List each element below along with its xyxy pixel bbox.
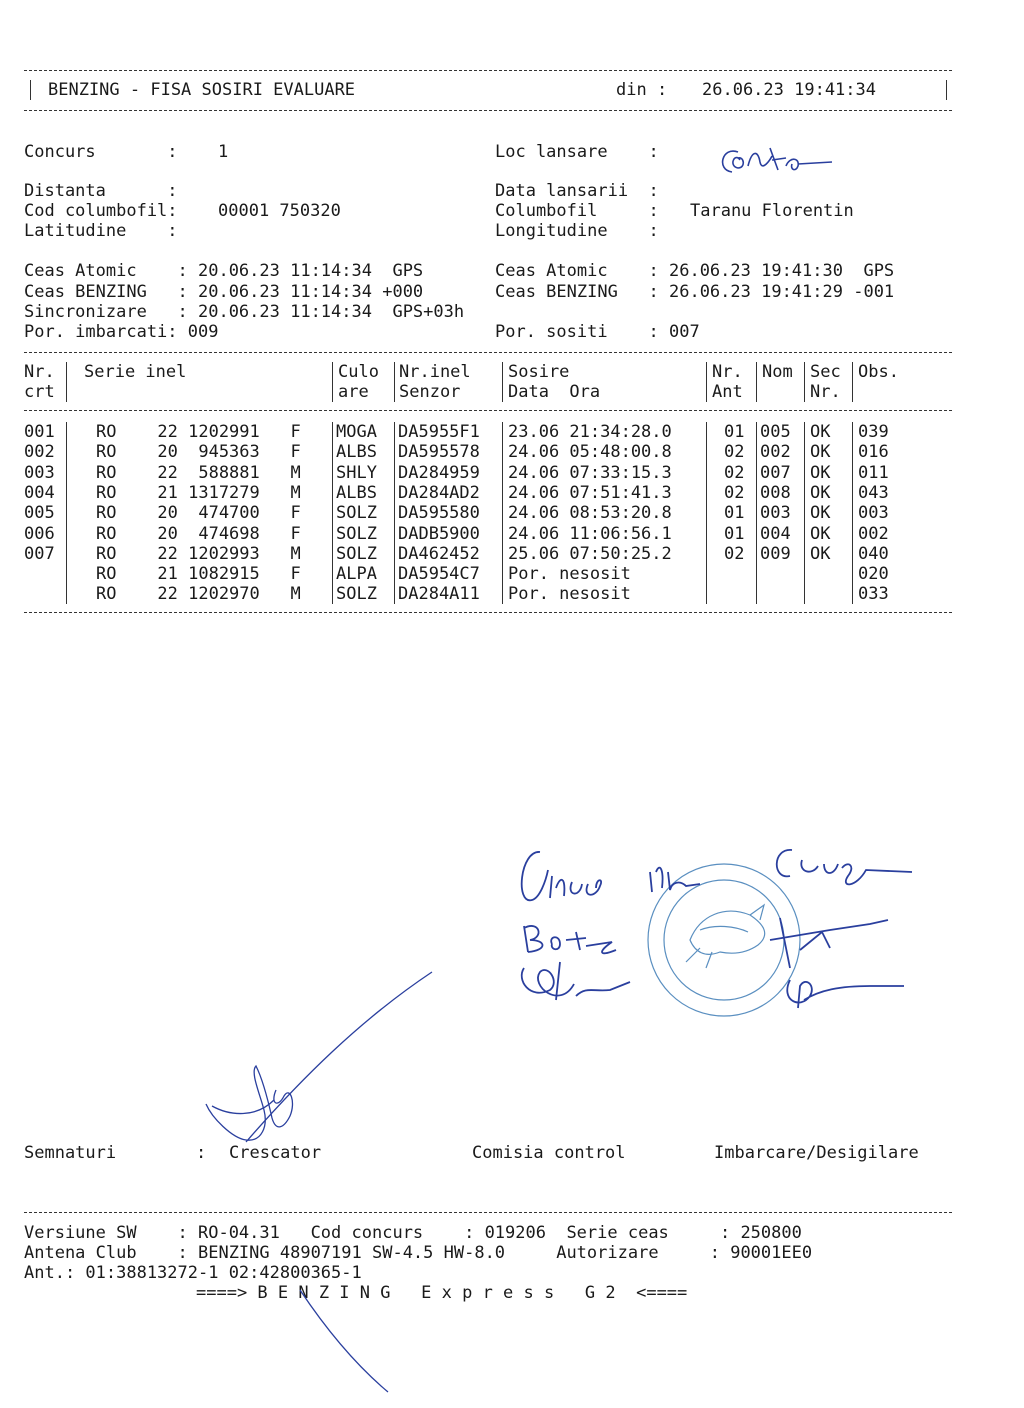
col-nr-inel-1: Nr.inel [399,362,471,382]
cell-sec-nr: OK [810,503,831,524]
cell-nr-inel: DA595578 [398,442,480,463]
cell-culoare: ALBS [336,482,377,503]
comisia-control-label: Comisia control [472,1143,626,1163]
ceas-benzing-end: Ceas BENZING : 26.06.23 19:41:29 -001 [495,282,895,302]
cod-columbofil-value: 00001 750320 [218,201,341,221]
cell-nr-inel: DA5954C7 [398,564,480,585]
col-nr-inel-2: Senzor [399,382,461,402]
cell-nr-ant: 01 [724,503,745,524]
semnaturi-label: Semnaturi [24,1143,117,1163]
cell-sosire: Por. nesosit [508,564,631,585]
col-sec-nr-2: Nr. [810,382,841,402]
concurs-label: Concurs : [24,142,178,162]
cod-columbofil-label: Cod columbofil: [24,201,178,221]
cell-serie-inel: RO 22 1202970 M [96,584,301,605]
cell-obs: 020 [858,564,889,585]
data-lansarii-label: Data lansarii : [495,181,659,201]
cell-nr-ant: 02 [724,442,745,463]
cell-serie-inel: RO 21 1082915 F [96,564,301,585]
columbofil-value: Taranu Florentin [690,201,854,221]
cell-serie-inel: RO 20 945363 F [96,442,301,463]
col-nr-ant-1: Nr. [712,362,743,382]
cell-obs: 033 [858,584,889,605]
columbofil-label: Columbofil : [495,201,659,221]
col-nr-crt-1: Nr. [24,362,55,382]
porumbei-imbarcati: Por. imbarcati: 009 [24,322,219,342]
footer-antena: Antena Club : BENZING 48907191 SW-4.5 HW-8.0 Autorizare : 90001EE0 [24,1243,813,1263]
ceas-atomic-end: Ceas Atomic : 26.06.23 19:41:30 GPS [495,261,895,281]
semnaturi-colon: : [196,1143,207,1163]
cell-nr-inel: DA284959 [398,462,480,483]
sincronizare: Sincronizare : 20.06.23 11:14:34 GPS+03h [24,302,465,322]
col-sosire-1: Sosire [508,362,570,382]
cell-culoare: ALBS [336,442,377,463]
cell-nr-ant: 02 [724,482,745,503]
cell-culoare: SOLZ [336,503,377,524]
cell-culoare: SOLZ [336,523,377,544]
cell-nom: 002 [760,442,791,463]
col-culoare-1: Culo [338,362,379,382]
cell-serie-inel: RO 21 1317279 M [96,482,301,503]
cell-sosire: 24.06 11:06:56.1 [508,523,672,544]
cell-nr-crt: 007 [24,543,55,564]
crescator-signature [206,972,432,1392]
commission-signatures [522,850,912,1008]
cell-nom: 007 [760,462,791,483]
cell-culoare: SHLY [336,462,377,483]
cell-nr-inel: DA595580 [398,503,480,524]
cell-sec-nr: OK [810,543,831,564]
cell-sosire: 24.06 05:48:00.8 [508,442,672,463]
cell-nr-crt: 004 [24,482,55,503]
cell-sec-nr: OK [810,442,831,463]
cell-nom: 004 [760,523,791,544]
col-sec-nr-1: Sec [810,362,841,382]
cell-culoare: SOLZ [336,584,377,605]
cell-sosire: 24.06 07:51:41.3 [508,482,672,503]
cell-nr-inel: DA284A11 [398,584,480,605]
cell-obs: 040 [858,543,889,564]
cell-obs: 016 [858,442,889,463]
col-sosire-2: Data Ora [508,382,601,402]
cell-nom: 005 [760,422,791,442]
longitudine-label: Longitudine : [495,221,659,241]
report-title: BENZING - FISA SOSIRI EVALUARE [48,80,356,100]
cell-sec-nr: OK [810,422,831,442]
crescator-label: Crescator [229,1143,322,1163]
col-nr-crt-2: crt [24,382,55,402]
latitudine-label: Latitudine : [24,221,178,241]
header-datetime: 26.06.23 19:41:34 [702,80,876,100]
footer-banner: ====> B E N Z I N G E x p r e s s G 2 <==== [196,1283,688,1303]
cell-nr-inel: DADB5900 [398,523,480,544]
cell-obs: 043 [858,482,889,503]
cell-nr-crt: 005 [24,503,55,524]
cell-nr-inel: DA284AD2 [398,482,480,503]
cell-serie-inel: RO 22 1202991 F [96,422,301,442]
imbarcare-desigilare-label: Imbarcare/Desigilare [714,1143,919,1163]
footer-versiune: Versiune SW : RO-04.31 Cod concurs : 019206 Serie ceas : 250800 [24,1223,802,1243]
cell-sec-nr: OK [810,482,831,503]
cell-sosire: 24.06 07:33:15.3 [508,462,672,483]
cell-nr-ant: 02 [724,543,745,564]
cell-nr-crt: 002 [24,442,55,463]
cell-sec-nr: OK [810,523,831,544]
header-din-label: din : [616,80,668,100]
cell-sosire: 24.06 08:53:20.8 [508,503,672,524]
loc-lansare-label: Loc lansare : [495,142,659,162]
cell-nr-crt: 006 [24,523,55,544]
cell-obs: 011 [858,462,889,483]
distanta-label: Distanta : [24,181,178,201]
col-obs: Obs. [858,362,899,382]
ceas-atomic-start: Ceas Atomic : 20.06.23 11:14:34 GPS [24,261,424,281]
cell-nr-inel: DA462452 [398,543,480,564]
cell-nr-ant: 01 [724,523,745,544]
cell-nr-ant: 02 [724,462,745,483]
cell-serie-inel: RO 22 1202993 M [96,543,301,564]
col-nr-ant-2: Ant [712,382,743,402]
cell-serie-inel: RO 20 474700 F [96,503,301,524]
col-culoare-2: are [338,382,369,402]
cell-culoare: SOLZ [336,543,377,564]
col-nom: Nom [762,362,793,382]
cell-nr-crt: 003 [24,462,55,483]
concurs-value: 1 [218,142,229,162]
cell-sosire: 23.06 21:34:28.0 [508,422,672,442]
footer-ant: Ant.: 01:38813272-1 02:42800365-1 [24,1263,362,1283]
cell-sosire: 25.06 07:50:25.2 [508,543,672,564]
cell-culoare: MOGA [336,422,377,442]
cell-obs: 002 [858,523,889,544]
cell-nr-inel: DA5955F1 [398,422,480,442]
cell-obs: 039 [858,422,889,442]
cell-culoare: ALPA [336,564,377,585]
cell-nr-ant: 01 [724,422,745,442]
ceas-benzing-start: Ceas BENZING : 20.06.23 11:14:34 +000 [24,282,424,302]
cell-sosire: Por. nesosit [508,584,631,605]
cell-nom: 009 [760,543,791,564]
porumbei-sositi: Por. sositi : 007 [495,322,700,342]
cell-obs: 003 [858,503,889,524]
cell-sec-nr: OK [810,462,831,483]
cell-nom: 003 [760,503,791,524]
loc-lansare-handwritten [723,148,832,172]
cell-serie-inel: RO 20 474698 F [96,523,301,544]
cell-nr-crt: 001 [24,422,55,442]
cell-nom: 008 [760,482,791,503]
col-serie-inel: Serie inel [84,362,187,382]
cell-serie-inel: RO 22 588881 M [96,462,301,483]
